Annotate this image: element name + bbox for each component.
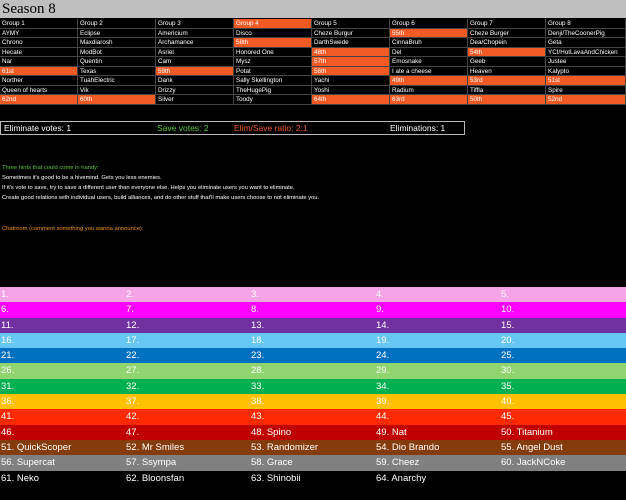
placement-cell: 29. (376, 365, 390, 377)
player-cell: Cheze Burgur (312, 29, 390, 39)
placement-cell: 46. (1, 426, 15, 438)
player-cell: Archamance (156, 38, 234, 48)
placement-cell: 33. (251, 380, 265, 392)
player-cell: Radium (390, 86, 468, 96)
board-row (0, 318, 626, 333)
group-row (0, 29, 626, 39)
eliminated-placement-cell: 51st (546, 76, 626, 86)
placement-cell: 9. (376, 304, 384, 316)
board-row (0, 379, 626, 394)
placement-cell: 52. Mr Smiles (126, 441, 185, 453)
board-row (0, 363, 626, 378)
player-cell: Drizzy (156, 86, 234, 96)
board-row (0, 394, 626, 409)
elimination-board (0, 287, 626, 486)
player-cell: Eclipse (78, 29, 156, 39)
placement-cell: 42. (126, 411, 140, 423)
placement-cell: 20. (501, 334, 515, 346)
board-row (0, 425, 626, 440)
board-row (0, 287, 626, 302)
group-row (0, 57, 626, 67)
chatroom-title: Chatroom (comment something you wanna announce): (2, 226, 144, 232)
player-cell: Tiffla (468, 86, 546, 96)
placement-cell: 25. (501, 350, 515, 362)
player-cell: Yachi (312, 76, 390, 86)
player-cell: Justee (546, 57, 626, 67)
eliminated-placement-cell: 62nd (0, 95, 78, 105)
eliminate-votes: Eliminate votes: 1 (4, 123, 72, 133)
hint-line: Create good relations with individual users, build alliances, and do other stuff that'll make users choose to not eliminate you. (2, 195, 320, 201)
player-cell: Asriel (156, 48, 234, 58)
board-row (0, 348, 626, 363)
placement-cell: 50. Titanium (501, 426, 553, 438)
player-cell: Quentin (78, 57, 156, 67)
player-cell: TheHugePig (234, 86, 312, 96)
group-header: Group 8 (546, 19, 626, 29)
player-cell: Texas (78, 67, 156, 77)
player-cell: Denji/TheCoonerPig (546, 29, 626, 39)
placement-cell: 26. (1, 365, 15, 377)
placement-cell: 16. (1, 334, 15, 346)
placement-cell: 13. (251, 319, 265, 331)
player-cell: Cam (156, 57, 234, 67)
group-row (0, 76, 626, 86)
placement-cell: 2. (126, 289, 134, 300)
eliminated-placement-cell: 58th (234, 38, 312, 48)
player-cell: Cheze Burger (468, 29, 546, 39)
player-cell: Dea/Chopein (468, 38, 546, 48)
placement-cell: 51. QuickScoper (1, 441, 72, 453)
group-header: Group 4 (234, 19, 312, 29)
player-cell: Heaven (468, 67, 546, 77)
placement-cell: 30. (501, 365, 515, 377)
placement-cell: 36. (1, 396, 15, 408)
eliminated-placement-cell: 63rd (390, 95, 468, 105)
player-cell: Spire (546, 86, 626, 96)
placement-cell: 3. (251, 289, 259, 300)
groups-table (0, 19, 626, 105)
placement-cell: 62. Bloonsfan (126, 472, 185, 484)
placement-cell: 44. (376, 411, 390, 423)
save-votes: Save votes: 2 (157, 123, 209, 133)
placement-cell: 22. (126, 350, 140, 362)
group-row (0, 48, 626, 58)
player-cell: Dank (156, 76, 234, 86)
player-cell: Geeb (468, 57, 546, 67)
placement-cell: 59. Cheez (376, 457, 420, 469)
player-cell: Sally Skellington (234, 76, 312, 86)
placement-cell: 38. (251, 396, 265, 408)
placement-cell: 18. (251, 334, 265, 346)
board-row (0, 409, 626, 424)
eliminated-placement-cell: 49th (390, 76, 468, 86)
placement-cell: 11. (1, 319, 14, 331)
placement-cell: 57. Ssympa (126, 457, 177, 469)
board-row (0, 471, 626, 486)
elim-save-ratio: Elim/Save ratio: 2:1 (234, 123, 308, 133)
player-cell: TuahElectric (78, 76, 156, 86)
placement-cell: 8. (251, 304, 259, 316)
placement-cell: 35. (501, 380, 515, 392)
player-cell: Nar (0, 57, 78, 67)
hint-line: If it's vote to save, try to save a different user than everyone else. Helps you eliminate users you want to eliminate. (2, 185, 295, 191)
placement-cell: 63. Shinobii (251, 472, 301, 484)
player-cell: AYMY (0, 29, 78, 39)
player-cell: Del (390, 48, 468, 58)
placement-cell: 21. (1, 350, 15, 362)
player-cell: Emosnake (390, 57, 468, 67)
eliminated-placement-cell: 52nd (546, 95, 626, 105)
placement-cell: 12. (126, 319, 140, 331)
player-cell: Potat (234, 67, 312, 77)
board-row (0, 333, 626, 348)
placement-cell: 5. (501, 289, 509, 300)
player-cell: Honored One (234, 48, 312, 58)
placement-cell: 14. (376, 319, 390, 331)
placement-cell: 28. (251, 365, 265, 377)
placement-cell: 24. (376, 350, 390, 362)
placement-cell: 19. (376, 334, 390, 346)
player-cell: Disco (234, 29, 312, 39)
group-row (0, 67, 626, 77)
eliminated-placement-cell: 53rd (468, 76, 546, 86)
placement-cell: 4. (376, 289, 384, 300)
eliminated-placement-cell: 56th (312, 67, 390, 77)
player-cell: Queen of hearts (0, 86, 78, 96)
eliminated-placement-cell: 64th (312, 95, 390, 105)
player-cell: CinnaBruh (390, 38, 468, 48)
player-cell: I ate a cheese (390, 67, 468, 77)
placement-cell: 53. Randomizer (251, 441, 319, 453)
placement-cell: 48. Spino (251, 426, 292, 438)
hints-section (2, 163, 319, 203)
hints-title: Three hints that could come in handy: (2, 165, 99, 171)
group-header: Group 6 (390, 19, 468, 29)
group-header: Group 5 (312, 19, 390, 29)
stats-box (0, 121, 465, 135)
player-cell: Maxdiarosh (78, 38, 156, 48)
placement-cell: 49. Nat (376, 426, 407, 438)
placement-cell: 32. (126, 380, 140, 392)
eliminated-placement-cell: 60th (78, 95, 156, 105)
placement-cell: 23. (251, 350, 265, 362)
player-cell: Norther (0, 76, 78, 86)
placement-cell: 31. (1, 380, 15, 392)
eliminated-placement-cell: 59th (156, 67, 234, 77)
player-cell: Geta (546, 38, 626, 48)
placement-cell: 43. (251, 411, 265, 423)
placement-cell: 54. Dio Brando (376, 441, 440, 453)
board-row (0, 302, 626, 317)
season-title: Season 8 (2, 1, 56, 17)
board-row (0, 455, 626, 470)
placement-cell: 6. (1, 304, 9, 316)
eliminations-count: Eliminations: 1 (390, 123, 446, 133)
placement-cell: 56. Supercat (1, 457, 55, 469)
placement-cell: 60. JackNCoke (501, 457, 566, 469)
group-row (0, 38, 626, 48)
player-cell: Silver (156, 95, 234, 105)
player-cell: Yoshi (312, 86, 390, 96)
placement-cell: 39. (376, 396, 390, 408)
placement-cell: 41. (1, 411, 15, 423)
player-cell: DarthSwede (312, 38, 390, 48)
group-header: Group 3 (156, 19, 234, 29)
eliminated-placement-cell: 50th (468, 95, 546, 105)
group-row (0, 95, 626, 105)
eliminated-placement-cell: 55th (390, 29, 468, 39)
placement-cell (500, 471, 626, 486)
group-header: Group 1 (0, 19, 78, 29)
placement-cell: 40. (501, 396, 515, 408)
eliminated-placement-cell: 57th (312, 57, 390, 67)
eliminated-placement-cell: 61st (0, 67, 78, 77)
player-cell: Hecate (0, 48, 78, 58)
placement-cell: 27. (126, 365, 140, 377)
player-cell: Mysz (234, 57, 312, 67)
player-cell: YCI/HotLavaAndChicken (546, 48, 626, 58)
group-header: Group 2 (78, 19, 156, 29)
board-row (0, 440, 626, 455)
groups-header-row (0, 19, 626, 29)
placement-cell: 61. Neko (1, 472, 40, 484)
player-cell: Toody (234, 95, 312, 105)
group-row (0, 86, 626, 96)
placement-cell: 7. (126, 304, 134, 316)
placement-cell: 37. (126, 396, 140, 408)
player-cell: Vik (78, 86, 156, 96)
placement-cell: 17. (126, 334, 140, 346)
player-cell: ModBot (78, 48, 156, 58)
placement-cell: 10. (501, 304, 515, 316)
title-bar (0, 0, 626, 18)
player-cell: Kalypto (546, 67, 626, 77)
placement-cell: 45. (501, 411, 515, 423)
placement-cell: 1. (1, 289, 9, 300)
eliminated-placement-cell: 54th (468, 48, 546, 58)
player-cell: Americium (156, 29, 234, 39)
player-cell: Chrono (0, 38, 78, 48)
placement-cell: 55. Angel Dust (501, 441, 563, 453)
placement-cell: 34. (376, 380, 390, 392)
placement-cell: 64. Anarchy (376, 472, 427, 484)
placement-cell: 58. Grace (251, 457, 293, 469)
group-header: Group 7 (468, 19, 546, 29)
placement-cell: 15. (501, 319, 515, 331)
eliminated-placement-cell: 48th (312, 48, 390, 58)
hint-line: Sometimes it's good to be a hivemind. Gets you less enemies. (2, 175, 162, 181)
placement-cell: 47. (126, 426, 140, 438)
